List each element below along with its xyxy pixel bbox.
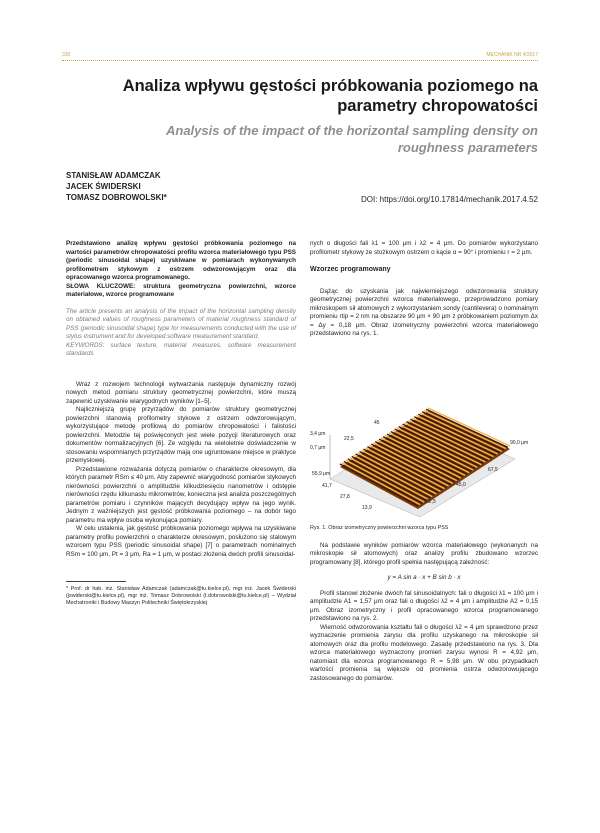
body-paragraph: Profil stanowi złożenie dwóch fal sinusoidalnych: fali o długości λ1 = 100 μm i amplitudzie A1 = 1,57 μm oraz fali o długości λ2 = 4 μm i amplitudzie A2 = 0,15 μm. Obraz izometryczny i profil opracowanego wzorca programowanego przedstawiono na rys. 2. xyxy=(310,589,538,622)
left-column xyxy=(66,240,296,608)
axis-label: 55,9 μm xyxy=(312,470,331,477)
axis-label: 0,7 μm xyxy=(310,444,326,451)
body-paragraph: W celu ustalenia, jak gęstość próbkowania poziomego wpływa na uzyskiwane parametry profilu powierzchni o charakterze okresowym, posłużono się stalowym wzorcem typu PSS (periodic sinusoidal shape) [7] o parametrach nominalnych RSm = 100 μm, Pt = 3 μm, Ra = 1 μm, w postaci złożenia dwóch profili sinusoidal- xyxy=(66,525,296,558)
axis-label: 22,5 xyxy=(344,435,354,442)
author: JACEK ŚWIDERSKI xyxy=(66,182,141,191)
axis-label: 67,5 xyxy=(488,466,498,473)
page-number: 330 xyxy=(62,52,71,58)
body-paragraph: Przedstawione rozważania dotyczą pomiarów o charakterze okresowym, dla których parametr RSm ≤ 40 μm. Aby zapewnić wiarygodność pomiarów stykowych nierówności powierzchni o amplitudzie kilkudziesięciu nanometrów i odstępie nierówności rzędu kilkunastu mikrometrów, konieczna jest analiza poszczególnych parametrów pomiaru i czynników mających decydujący wpływ na jego wynik. Jednym z ważniejszych jest gęstość próbkowania poziomego – na dobór tego parametru ma wpływ osoba wykonująca pomiary. xyxy=(66,465,296,524)
axis-label: 13,9 xyxy=(362,504,372,511)
axis-label: 45 xyxy=(374,419,380,426)
figure-caption: Rys. 1. Obraz izometryczny powierzchni wzorca typu PSS xyxy=(310,524,449,531)
body-paragraph: nych o długości fali λ1 = 100 μm i λ2 = 4 μm. Do pomiarów wykorzystano profilometr stykowy ze stożkowym ostrzem o kącie α = 90° i promieniu r = 2 μm. xyxy=(310,240,538,256)
article-title: Analiza wpływu gęstości próbkowania poziomego na parametry chropowatości xyxy=(122,77,538,115)
axis-label: 41,7 xyxy=(322,482,332,489)
abstract-polish: Przedstawiono analizę wpływu gęstości próbkowania poziomego na wartości parametrów chropowatości profilu wzorca materiałowego typu PSS (periodic sinusoidal shape) uzyskiwane w pomiarach wykonywanych profilometrem stykowym z ostrzem odwzorowującym oraz dla opracowanego wzorca programowanego. xyxy=(66,240,296,281)
keywords-english: KEYWORDS: surface texture, material measures, software measurement standards xyxy=(66,341,296,357)
axis-label: 22,5 xyxy=(426,498,436,505)
author-list xyxy=(66,170,167,203)
right-column xyxy=(310,240,538,683)
journal-name: MECHANIK NR 4/2017 xyxy=(486,52,538,58)
body-paragraph: Najliczniejszą grupę przyrządów do pomiarów struktury geometrycznej powierzchni stanowią profilometry stykowe z ostrzem odwzorowującym, wykorzystujące metodę profilową do pomiarów chropowatości i falistości powierzchni. Metodzie tej poświęconych jest wiele pozycji literaturowych oraz dokumentów normalizacyjnych [6]. Ze względu na wieloletnie doświadczenie w stosowaniu wspomnianych przyrządów mają one ugruntowane miejsce w praktyce przemysłowej. xyxy=(66,406,296,464)
author: TOMASZ DOBROWOLSKI* xyxy=(66,193,167,202)
footnote-rule xyxy=(66,581,126,582)
body-paragraph: Dążąc do uzyskania jak najwierniejszego odwzorowania struktury geometrycznej powierzchni wzorca materiałowego, przeprowadzono pomiary mikroskopem sił atomowych z wykorzystaniem sondy (cantilevera) o nominalnym promieniu rtip = 2 nm na obszarze 90 μm × 90 μm z próbkowaniem poziomym Δx = Δy = 0,18 μm. Obraz izometryczny powierzchni wzorca materiałowego przedstawiono na rys. 1. xyxy=(310,287,538,337)
doi-link[interactable]: DOI: https://doi.org/10.17814/mechanik.2017.4.52 xyxy=(360,195,538,204)
axis-label: 90,0 μm xyxy=(510,439,529,446)
body-paragraph: Na podstawie wyników pomiarów wzorca materiałowego (wykonanych na mikroskopie sił atomowych) oraz analizy profilu zbudowano wzorzec programowany [8], którego profil spełnia następującą zależność: xyxy=(310,541,538,566)
section-heading: Wzorzec programowany xyxy=(310,266,391,273)
keywords-polish: SŁOWA KLUCZOWE: struktura geometryczna powierzchni, wzorce materiałowe, wzorce programowane xyxy=(66,282,296,298)
figure-isometric-surface xyxy=(310,349,538,519)
author-footnote: * Prof. dr hab. inż. Stanisław Adamczak (adamczak@tu.kielce.pl), mgr inż. Jacek Świderski (jswiderski@tu.kielce.pl), mgr inż. Tomasz Dobrowolski (t.dobrowolski@tu.kielce.pl) – Wydział Mechatroniki i Budowy Maszyn Politechniki Świętokrzyskiej xyxy=(66,586,296,607)
body-paragraph: Wierność odwzorowania kształtu fali o długości λ2 = 4 μm sprawdzono przez wyznaczenie promienia zarysu dla profilu uzyskanego na mikroskopie sił atomowych oraz dla profilu modelowego. Zasadę przedstawiono na rys. 3. Dla wzorca materiałowego wyznaczony promień zarysu wynosi R = 4,92 μm, natomiast dla wzorca programowanego R = 5,98 μm. W obu przypadkach wartości promienia są większe od promienia ostrza odwzorowującego zastosowanego do pomiarów. xyxy=(310,623,538,682)
axis-label: 45,0 xyxy=(456,481,466,488)
equation: y = A sin a · x + B sin b · x xyxy=(387,574,461,581)
body-paragraph: Wraz z rozwojem technologii wytwarzania następuje dynamiczny rozwój nowych metod pomiaru struktury geometrycznej powierzchni, które muszą zapewnić uzyskiwanie wiarygodnych wyników [1–5]. xyxy=(66,380,296,405)
header-rule xyxy=(62,60,538,61)
author: STANISŁAW ADAMCZAK xyxy=(66,171,161,180)
axis-label: 3,4 μm xyxy=(310,430,326,437)
axis-label: 27,8 xyxy=(340,493,350,500)
article-title-english: Analysis of the impact of the horizontal sampling density on roughness parameters xyxy=(166,123,538,155)
abstract-english: The article presents an analysis of the impact of the horizontal sampling density on obtained values of roughness parameters of material roughness standard of PSS (periodic sinusoidal shape) type for measurements conducted with the use of stylus instrument and for developed software measurement standard. xyxy=(66,307,296,340)
